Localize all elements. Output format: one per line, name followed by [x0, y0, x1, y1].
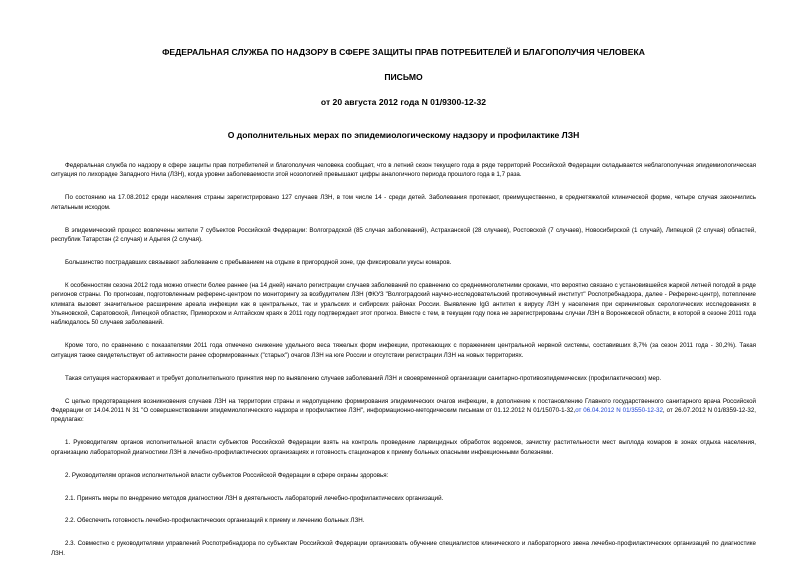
proposal-text-before: С целью предотвращения возникновения случаев ЛЗН на территории страны и недопущению формирования эпидемических очагов инфекции, в дополнение к постановлению Главного государственного санитарного врача Российской Федерации от 14.04.2011 N 31 "О совершенствовании эпидемиологического надзора и профилактике ЛЗН", информационно-методическим письмам от 01.12.2012 N 01/15070-1-32, [51, 397, 756, 414]
item-2-2: 2.2. Обеспечить готовность лечебно-профилактических организаций к приему и лечению больных ЛЗН. [65, 517, 365, 525]
item-1: 1. Руководителям органов исполнительной власти субъектов Российской Федерации взять на контроль проведение ларвицидных обработок водоемов, зачистку растительности мест выплода комаров в зонах отдыха населения, организацию лабораторной диагностики ЛЗН в лечебно-профилактических организациях и готовность стационаров к приему больных опасными инфекционными болезнями. [51, 439, 756, 456]
item-2-1: 2.1. Принять меры по внедрению методов диагностики ЛЗН в деятельность лабораторий лечебно-профилактических организаций. [65, 494, 444, 502]
paragraph-situation: Федеральная служба по надзору в сфере защиты прав потребителей и благополучия человека сообщает, что в летний сезон текущего года в ряде территорий Российской Федерации складывается неблагополучная эпидемиологическая ситуация по лихорадке Западного Нила (ЛЗН), когда уровни заболеваемости этой нозологией превышают цифры аналогичного периода прошлого года в 1,7 раза. [51, 162, 756, 179]
paragraph-regions: В эпидемический процесс вовлечены жители 7 субъектов Российской Федерации: Волгоградской (85 случая заболеваний), Астраханской (28 случаев), Ростовской (7 случаев), Новосибирской (1 случай), Липецкой (2 случая) областей, республик Татарстан (2 случая) и Адыгея (2 случая). [51, 226, 756, 244]
paragraph-proposal [51, 397, 756, 425]
item-2-3: 2.3. Совместно с руководителями управлений Роспотребнадзора по субъектам Российской Федерации организовать обучение специалистов клинического и лабораторного звена лечебно-профилактических организаций по диагностике ЛЗН. [51, 540, 756, 557]
proposal-text-after: , от 26.07.2012 N 01/8359-12-32, предлагаю: [51, 407, 756, 424]
document-date-number: от 20 августа 2012 года N 01/9300-12-32 [320, 97, 487, 107]
paragraph-case-count: По состоянию на 17.08.2012 среди населения страны зарегистрировано 127 случаев ЛЗН, в том числе 14 - среди детей. Заболевания протекают, преимущественно, в среднетяжелой клинической форме, четыре случая закончились летальным исходом. [51, 194, 756, 211]
document-body [51, 161, 756, 558]
paragraph-severe-forms: Кроме того, по сравнению с показателями 2011 года отмечено снижение удельного веса тяжелых форм инфекции, протекающих с поражением центральной нервной системы, составивших 8,7% (за сезон 2011 года - 30,2%). Такая ситуация также свидетельствует об активности ранее сформированных ("старых") очагов ЛЗН на юге России и отсутствии регистрации ЛЗН на новых территориях. [51, 342, 756, 359]
document-title: О дополнительных мерах по эпидемиологическому надзору и профилактике ЛЗН [227, 130, 580, 140]
letter-reference-link[interactable]: от 06.04.2012 N 01/3550-12-32 [575, 407, 663, 414]
issuing-organization: ФЕДЕРАЛЬНАЯ СЛУЖБА ПО НАДЗОРУ В СФЕРЕ ЗАЩИТЫ ПРАВ ПОТРЕБИТЕЛЕЙ И БЛАГОПОЛУЧИЯ ЧЕЛОВЕКА [162, 47, 645, 57]
paragraph-season-features: К особенностям сезона 2012 года можно отнести более раннее (на 14 дней) начало регистрации случаев заболеваний по сравнению со среднемноголетними сроками, что вероятно связано с установившейся жаркой летней погодой в ряде регионов страны. По прогнозам, подготовленным референс-центром по мониторингу за возбудителем ЛЗН (ФКУЗ "Волгоградский научно-исследовательский противочумный институт" Роспотребнадзора, далее - Референс-центр), потепление климата вызовет значительное расширение ареала инфекции как в центральных, так и уральских и сибирских районах России. Выявление IgG антител к вирусу ЛЗН у населения при скрининговых серологических исследованиях в Ульяновской, Саратовской, Липецкой областях, Приморском и Алтайском краях в 2011 году подтверждает этот прогноз. Вместе с тем, в текущем году пока не зарегистрированы случаи ЛЗН в Воронежской области, в которой в сезоне 2011 года наблюдалось 50 случаев заболеваний. [51, 281, 756, 327]
paragraph-exposure: Большинство пострадавших связывают заболевание с пребыванием на отдыхе в пригородной зоне, где фиксировали укусы комаров. [65, 258, 452, 266]
paragraph-measures-needed: Такая ситуация настораживает и требует дополнительного принятия мер по выявлению случаев заболеваний ЛЗН и своевременной организации санитарно-противоэпидемических (профилактических) мер. [65, 374, 662, 382]
item-2: 2. Руководителям органов исполнительной власти субъектов Российской Федерации в сфере охраны здоровья: [65, 471, 389, 479]
document-type: ПИСЬМО [384, 72, 423, 82]
